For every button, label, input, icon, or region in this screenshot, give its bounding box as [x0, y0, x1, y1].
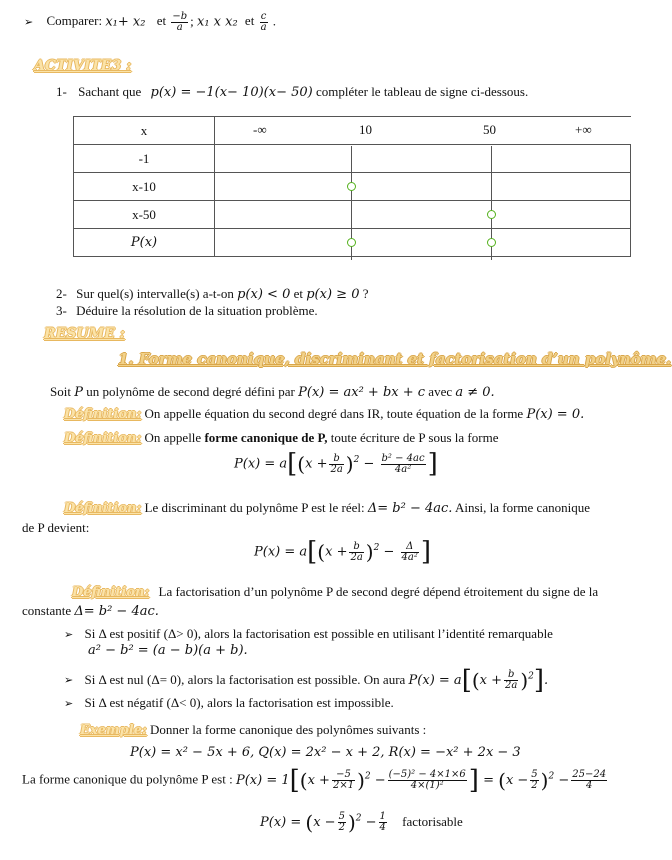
header-10: 10 — [359, 122, 372, 137]
table-row: -1 — [74, 145, 631, 173]
section-title: 1. Forme canonique, discriminant et factorisation d’un polynôme. — [118, 350, 672, 368]
discriminant-form-formula: P(x) = a[(x + $\frac{b}{2a}$ )$^2$ − $\frac{\Delta}{\text{4a²}}$ ] — [254, 537, 432, 567]
intro-line: Soit P un polynôme de second degré défini par P(x) = ax² + bx + c avec a ≠ 0. — [50, 384, 495, 400]
header-x: x — [74, 117, 215, 145]
zero-marker — [347, 182, 356, 191]
header-plus-inf: +∞ — [575, 122, 592, 137]
table-row: x-50 — [74, 201, 631, 229]
definition-4-cont: constante Δ= b² − 4ac. — [22, 603, 159, 619]
zero-marker — [347, 238, 356, 247]
definition-1: Définition: On appelle équation du second degré dans IR, toute équation de la forme P(x) = 0. — [64, 406, 585, 422]
compare-line: ➢ Comparer: x₁+ x₂ et $\frac{-b}{a}$ ; x₁ x x₂ et $\frac{c}{a}$ . — [24, 11, 277, 33]
header-50: 50 — [483, 122, 496, 137]
table-header-row — [74, 117, 631, 145]
bullet-negative: ➢ Si Δ est négatif (Δ< 0), alors la factorisation est impossible. — [64, 695, 394, 710]
final-form: P(x) = (x − $\frac{5}{2}$ )$^2$ − $\frac{1}{4}$ factorisable — [260, 810, 463, 834]
arrow-bullet-icon: ➢ — [64, 673, 74, 687]
question-1: 1- Sachant que p(x) = −1(x− 10)(x− 50) compléter le tableau de signe ci-dessous. — [56, 84, 529, 100]
bullet-null: ➢ Si Δ est nul (Δ= 0), alors la factorisation est possible. On aura P(x) = a[(x + $\frac{b}{2a}$ )$^2$]. — [64, 665, 549, 695]
arrow-bullet-icon: ➢ — [24, 15, 34, 29]
table-row: x-10 — [74, 173, 631, 201]
example-polynomials: P(x) = x² − 5x + 6, Q(x) = 2x² − x + 2, R(x) = −x² + 2x − 3 — [130, 745, 521, 760]
question-2: 2- Sur quel(s) intervalle(s) a-t-on p(x) < 0 et p(x) ≥ 0 ? — [56, 286, 369, 302]
canonical-form-formula: P(x) = a[(x + $\frac{b}{2a}$ )$^2$ − $\frac{\text{b² − 4ac}}{\text{4a²}}$ ] — [234, 449, 438, 479]
header-minus-inf: -∞ — [253, 122, 267, 137]
definition-2: Définition: On appelle forme canonique de P, toute écriture de P sous la forme — [64, 430, 499, 446]
definition-3: Définition: Le discriminant du polynôme P est le réel: Δ= b² − 4ac. Ainsi, la forme canonique — [64, 500, 590, 516]
example-line: Exemple: Donner la forme canonique des polynômes suivants : — [80, 722, 427, 738]
table-row: P(x) — [74, 229, 631, 257]
activite-title: ACTIVITE3 : — [34, 58, 132, 74]
definition-4: Définition: La factorisation d’un polynôme P de second degré dépend étroitement du signe de la — [72, 584, 599, 600]
canonical-form-p: La forme canonique du polynôme P est : P(x) = 1[(x + $\frac{-5}{2\times 1}$ )$^2$ − $\frac{\text{(−5)² − 4×1×6}}{\text{4×(1)²}}$ ] = (x − $\frac{5}{2}$ )$^2$ − $\frac{25-24}{4}$ — [22, 765, 607, 795]
definition-3-cont: de P devient: — [22, 520, 90, 535]
bullet-positive: ➢ Si Δ est positif (Δ> 0), alors la factorisation est possible en utilisant l’identité remarquable — [64, 626, 553, 641]
resume-title: RESUME : — [44, 326, 125, 342]
identity-remarkable: a² − b² = (a − b)(a + b). — [88, 643, 248, 658]
zero-marker — [487, 238, 496, 247]
definition-label: Définition: — [64, 407, 142, 422]
arrow-bullet-icon: ➢ — [64, 697, 74, 710]
zero-marker — [487, 210, 496, 219]
arrow-bullet-icon: ➢ — [64, 628, 74, 641]
question-3: 3- Déduire la résolution de la situation problème. — [56, 303, 318, 318]
example-label: Exemple: — [80, 723, 147, 738]
